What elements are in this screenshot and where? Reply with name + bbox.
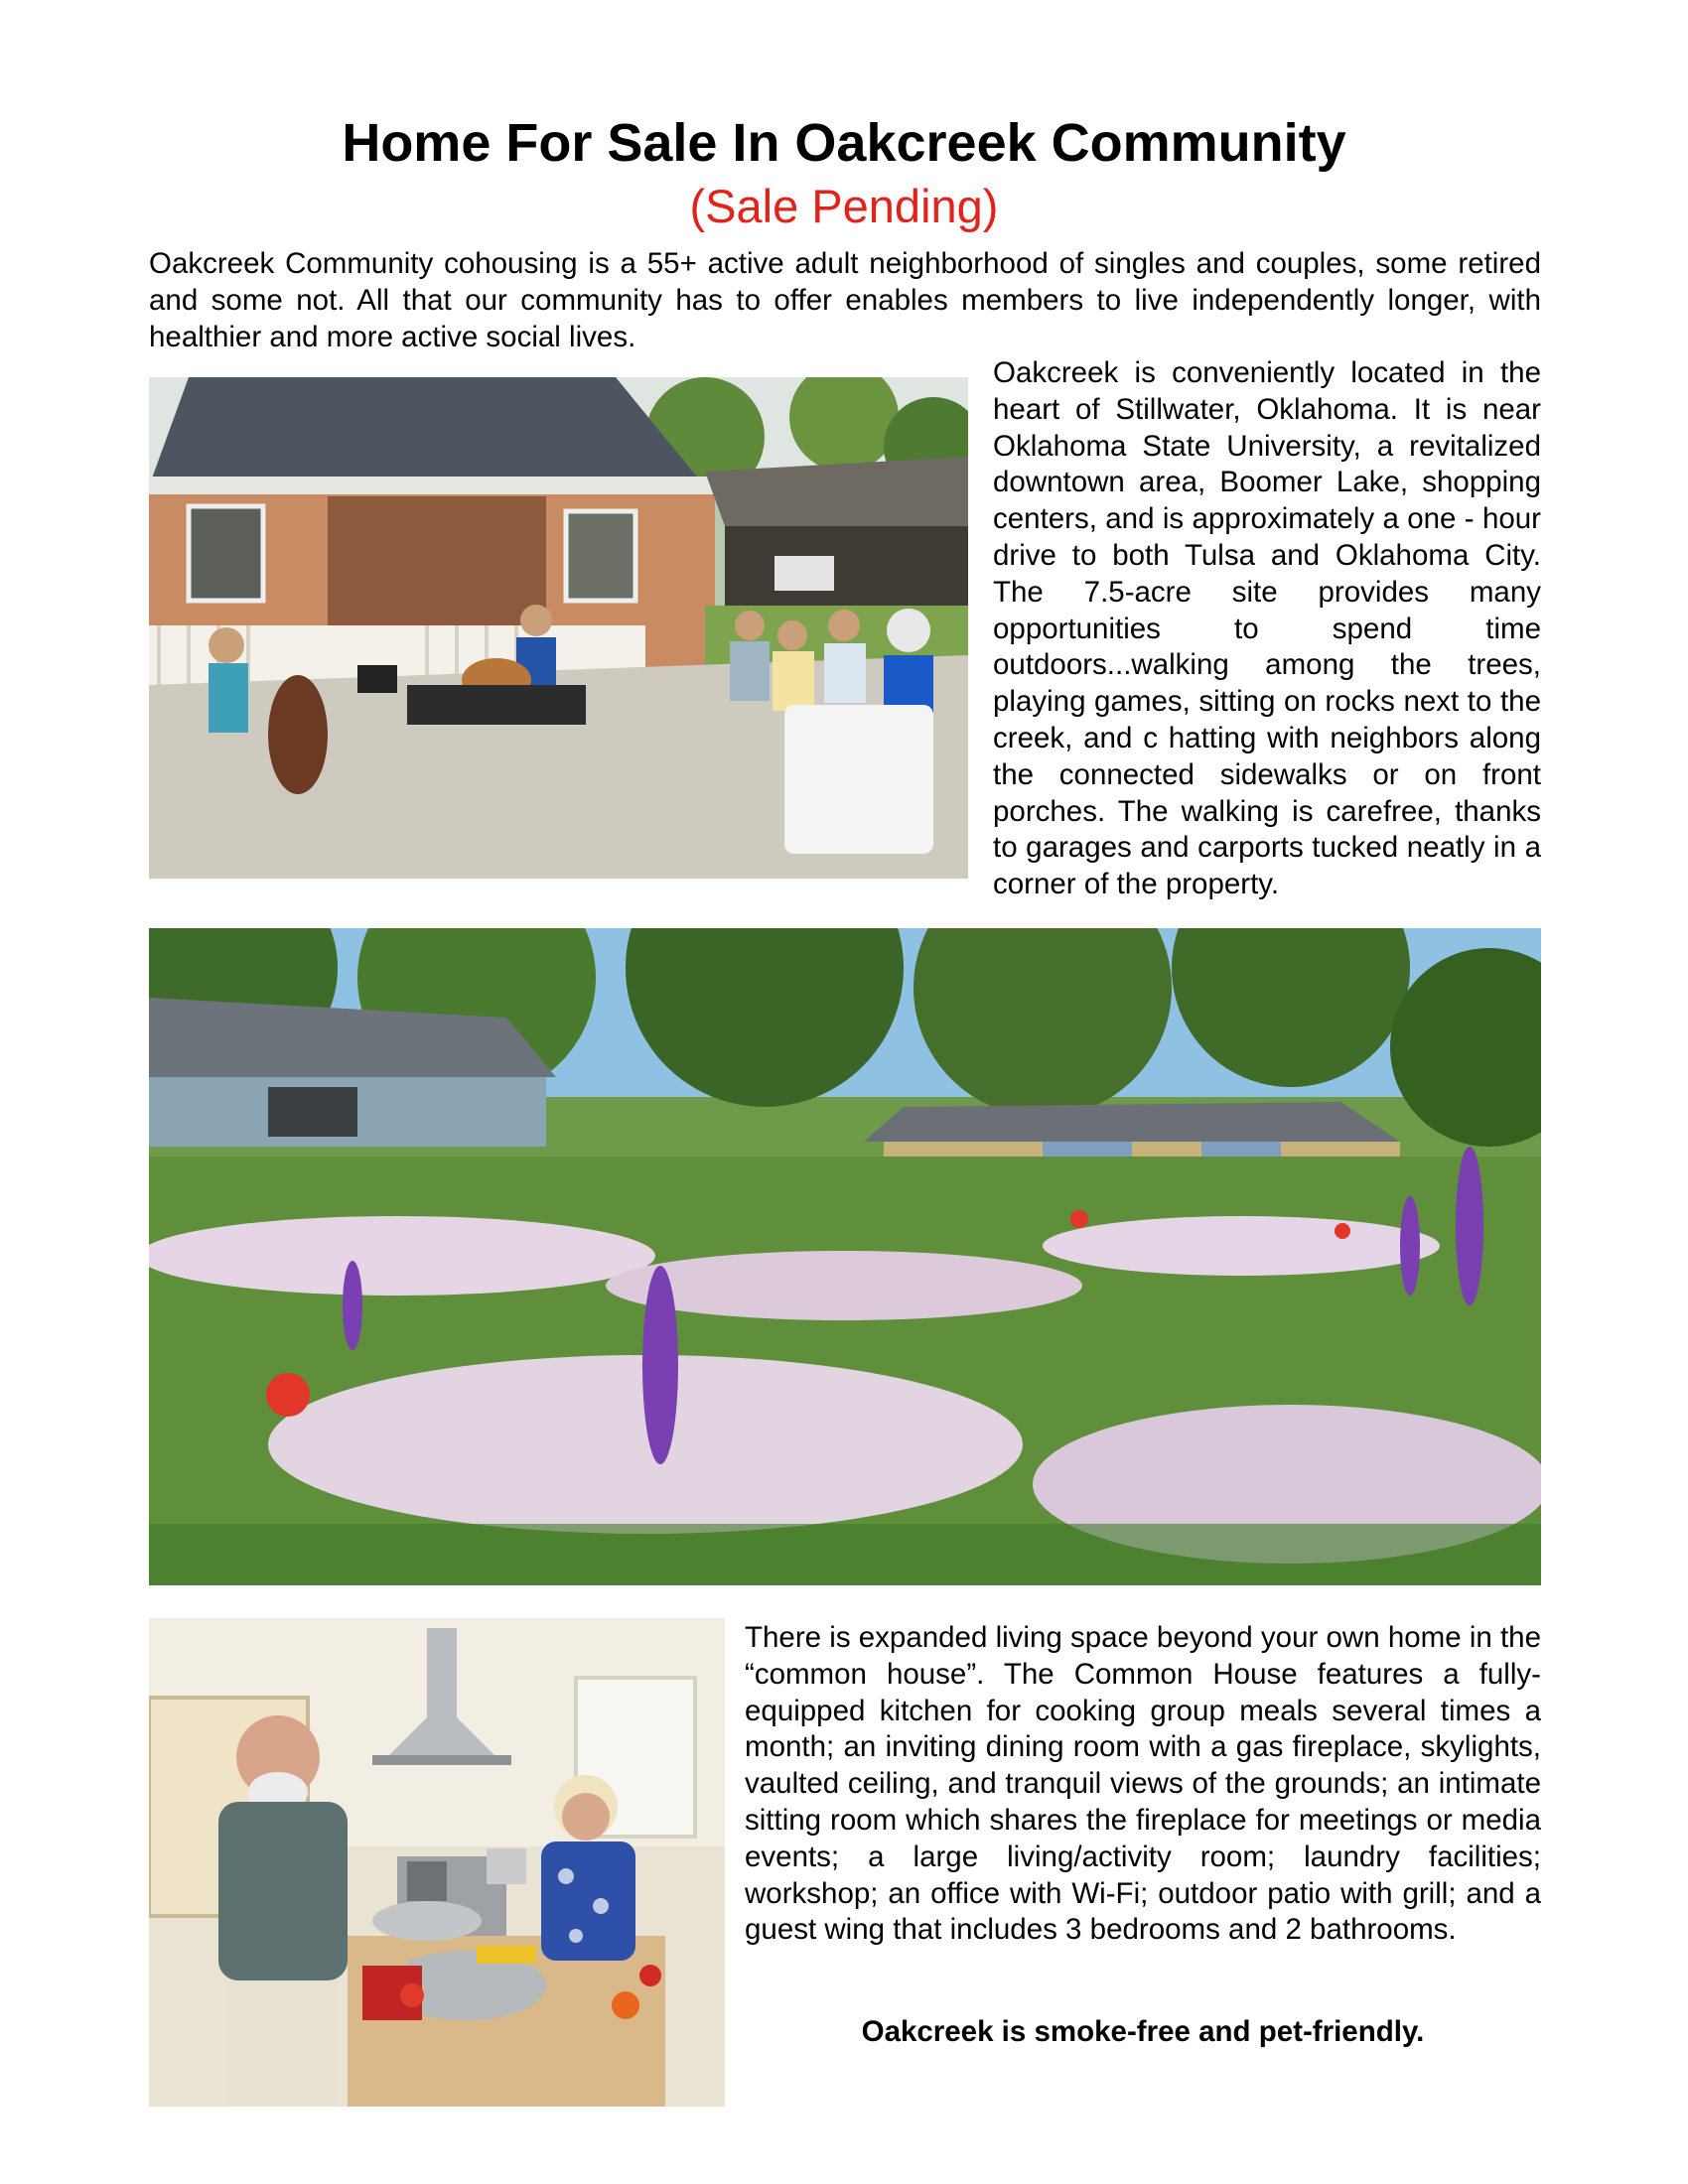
intro-paragraph: Oakcreek Community cohousing is a 55+ active adult neighborhood of singles and couples, some retired and some not. All that our community has to offer enables members to live independently longer, with healthier and more active social lives. <box>149 247 1541 353</box>
sale-status: (Sale Pending) <box>689 180 999 232</box>
smoke-free-tagline: Oakcreek is smoke-free and pet-friendly. <box>861 2015 1425 2048</box>
common-house-paragraph: There is expanded living space beyond your own home in the “common house”. The Common House features a fully-equipped kitchen for cooking group meals several times a month; an inviting dining room with a gas fireplace, skylights, vaulted ceiling, and tranquil views of the grounds; an intimate sitting room which shares the fireplace for meetings or media events; a large living/activity room; laundry facilities; workshop; an office with Wi-Fi; outdoor patio with grill; and a guest wing that includes 3 bedrooms and 2 bathrooms. <box>745 1621 1541 1947</box>
location-paragraph: Oakcreek is conveniently located in the heart of Stillwater, Oklahoma. It is near Oklahoma State University, a revitalized downtown area, Boomer Lake, shopping centers, and is approximately a one - hour drive to both Tulsa and Oklahoma City. The 7.5-acre site provides many opportunities to spend time outdoors...walking among the trees, playing games, sitting on rocks next to the creek, and c hatting with neighbors along the connected sidewalks or on front porches. The walking is carefree, thanks to garages and carports tucked neatly in a corner of the property. <box>993 356 1541 901</box>
page-title: Home For Sale In Oakcreek Community <box>342 113 1346 173</box>
patio-music-photo <box>149 377 968 879</box>
common-house-kitchen-photo <box>149 1618 725 2107</box>
wildflower-meadow-photo <box>149 928 1541 1585</box>
